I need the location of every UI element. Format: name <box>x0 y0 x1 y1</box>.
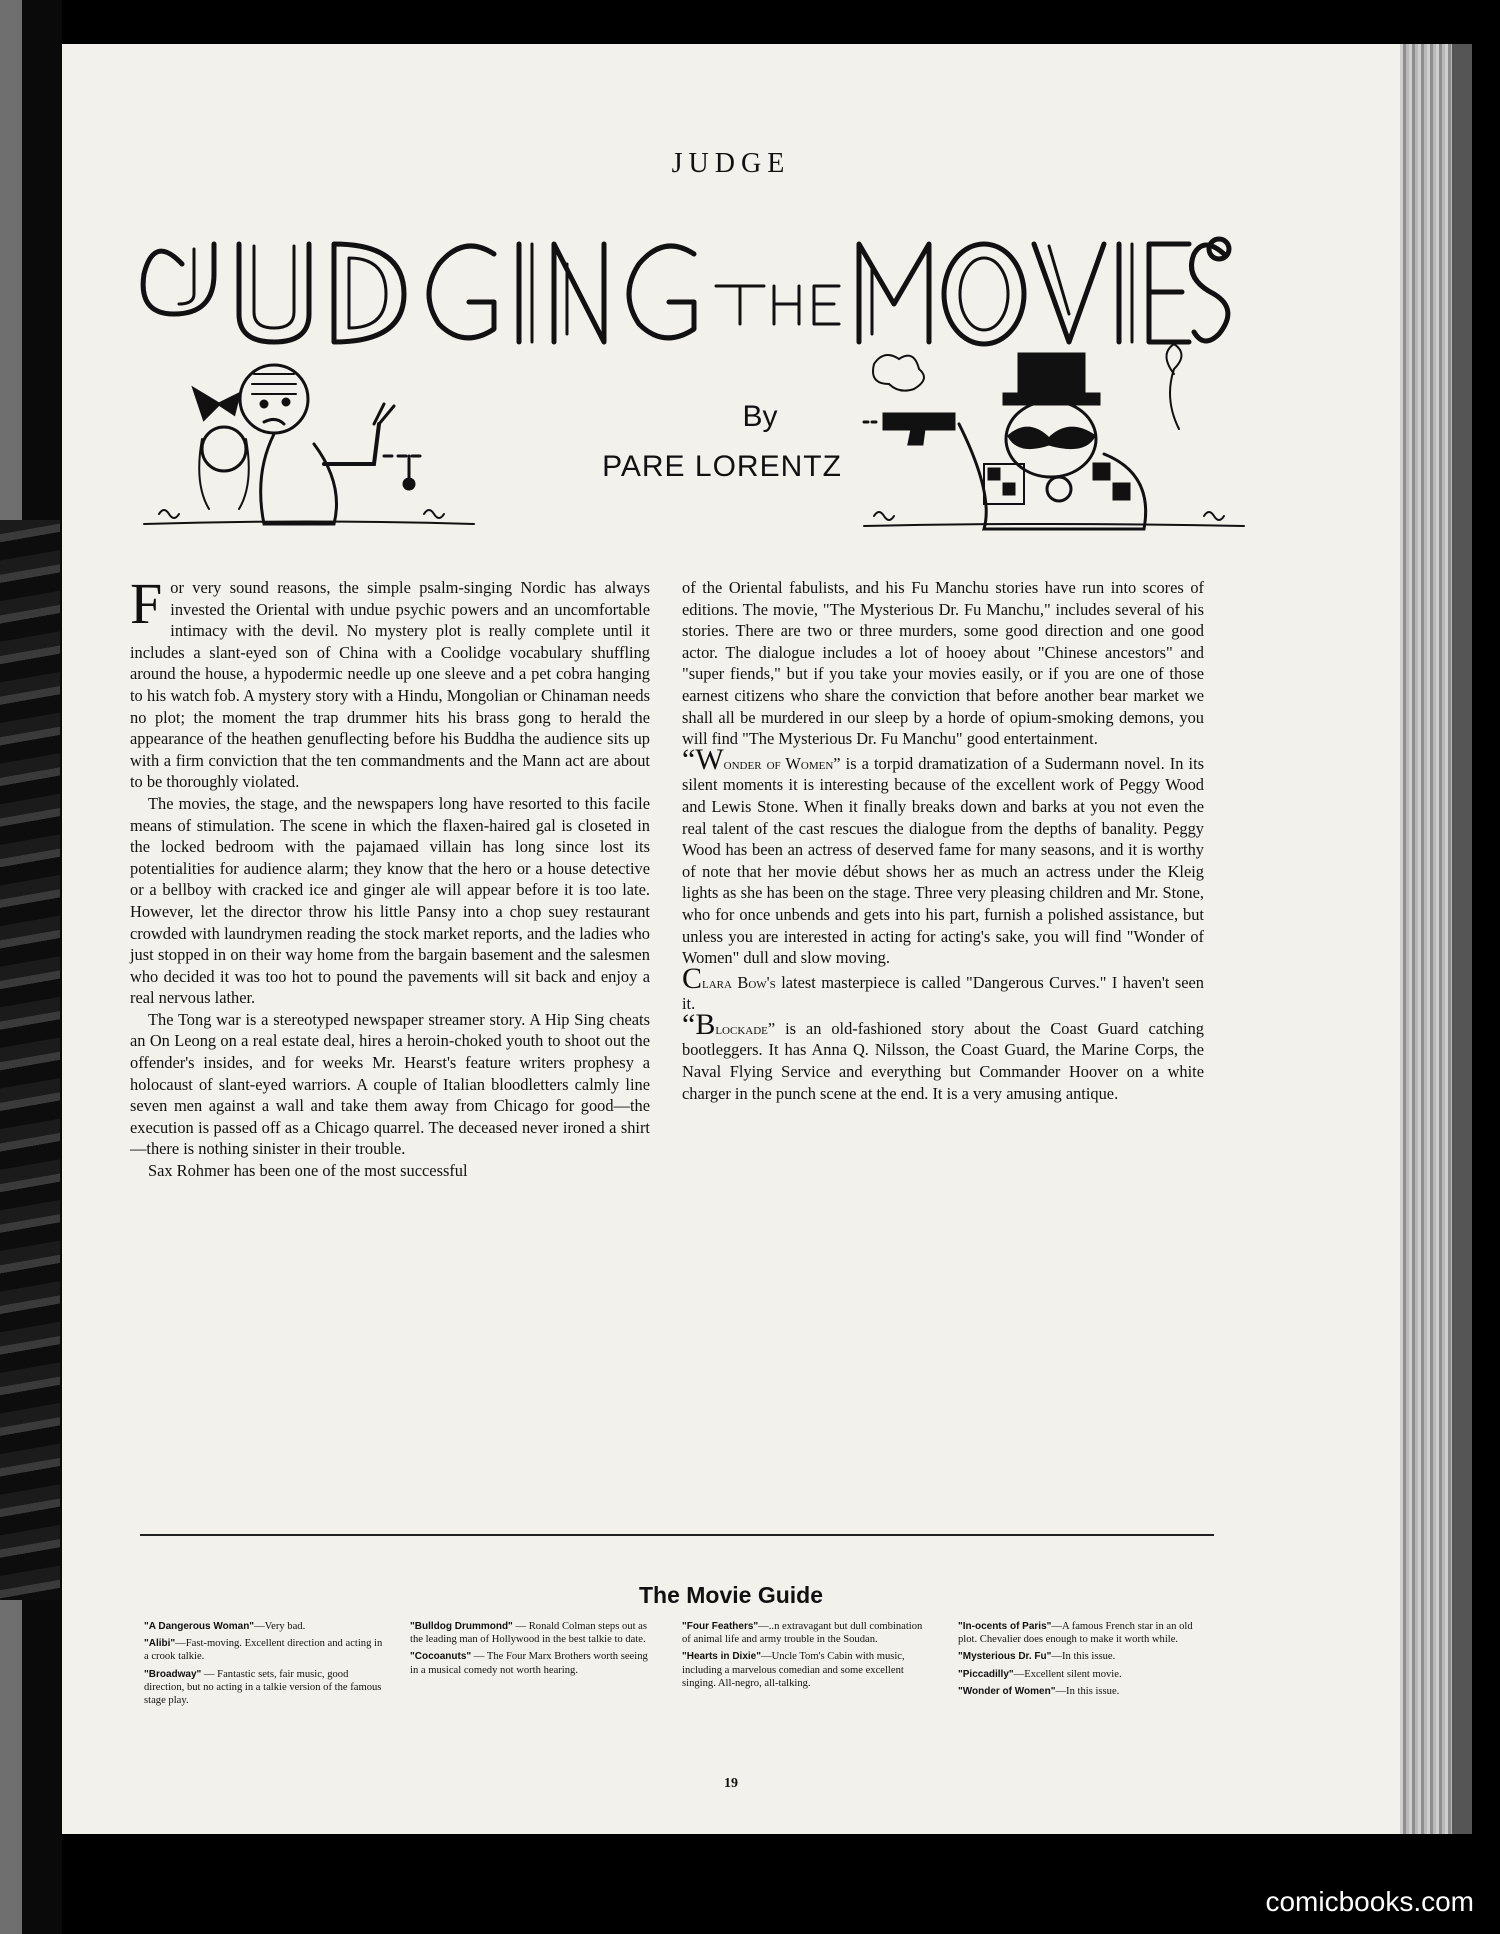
drop-cap: F <box>130 571 163 636</box>
guide-entry: "Bulldog Drummond" — Ronald Colman steps out as the leading man of Hollywood in the best talkie to date. <box>410 1621 647 1646</box>
guide-entry: "Cocoanuts" — The Four Marx Brothers worth seeing in a musical comedy not worth hearing. <box>410 1651 648 1676</box>
section-divider <box>140 1534 1214 1536</box>
guide-entry: "Alibi"—Fast-moving. Excellent direction and acting in a crook talkie. <box>144 1638 383 1663</box>
fu-manchu-paragraph: of the Oriental fabulists, and his Fu Manchu stories have run into scores of editions. The movie, "The Mysterious Dr. Fu Manchu," includes several of his stories. There are two or three murders, some good direction and one good actor. The dialogue includes a lot of hooey about "Chinese ancestors" and "super fiends," but if you take your movies easily, or if you are one of those earnest citizens who share the conviction that before another bear market we shall all be murdered in our sleep by a horde of opium-smoking demons, you will find "The Mysterious Dr. Fu Manchu" good entertainment. <box>682 578 1204 749</box>
article-right-column <box>682 577 1204 1104</box>
blockade-paragraph: “Blockade” is an old-fashioned story about the Coast Guard catching bootleggers. It has Anna Q. Nilsson, the Coast Guard, the Marine Corps, the Naval Flying Service and everything but Commander Hoover on a white charger in the punch scene at the end. It is a very amusing antique. <box>682 1007 1204 1103</box>
paragraph-2: The movies, the stage, and the newspapers long have resorted to this facile means of stimulation. The scene in which the flaxen-haired gal is closeted in the locked bedroom with the pajamaed villain has long since lost its potentialities for audience alarm; they know that the hero or a house detective or a bellboy with cracked ice and ginger ale will appear before it is too late. However, let the director throw his little Pansy into a chop suey restaurant crowded with laundrymen reading the stock market reports, and the ladies who just stopped in on their way home from the bargain basement and the salesmen who decided it was too hot to pound the pavements will sit back and enjoy a real nervous lather. <box>130 793 650 1008</box>
guide-entry: "Broadway" — Fantastic sets, fair music, good direction, but no acting in a talkie version of the famous stage play. <box>144 1668 382 1707</box>
magazine-header: JUDGE <box>671 148 791 179</box>
article-left-column <box>130 571 650 1182</box>
guide-entry: "In-ocents of Paris"—A famous French star in an old plot. Chevalier does enough to make it worth while. <box>958 1621 1193 1646</box>
adjacent-page-photo <box>0 520 60 1600</box>
movie-guide-title: The Movie Guide <box>638 1582 824 1608</box>
guide-entry: "Four Feathers"—..n extravagant but dull combination of animal life and army trouble in the Soudan. <box>682 1621 923 1646</box>
guide-entry: "Hearts in Dixie"—Uncle Tom's Cabin with music, including a marvelous comedian and some excellent singing. All-negro, all-talking. <box>682 1651 905 1689</box>
guide-column-1 <box>144 1620 384 1711</box>
guide-entry: "Wonder of Women"—In this issue. <box>958 1685 1120 1697</box>
paragraph-1: For very sound reasons, the simple psalm-singing Nordic has always invested the Oriental with undue psychic powers and an uncomfortable intimacy with the devil. No mystery plot is really complete until it includes a slant-eyed son of China with a Coolidge vocabulary shuffling around the house, a hypodermic needle up one sleeve and a pet cobra hanging to his watch fob. A mystery story with a Hindu, Mongolian or Chinaman needs no plot; the moment the trap drummer hits his brass gong to herald the appearance of the heathen genuflecting before his Buddha the audience sits up with a firm conviction that the ten commandments and the Mann act are about to be thoroughly violated. <box>130 571 650 792</box>
byline-by: By <box>742 400 778 433</box>
couple-illustration <box>124 344 494 544</box>
byline-author: PARE LORENTZ <box>602 450 842 483</box>
paragraph-4: Sax Rohmer has been one of the most successful <box>148 1161 468 1181</box>
clara-bow-paragraph: Clara Bow's latest masterpiece is called "Dangerous Curves." I haven't seen it. <box>682 961 1205 1014</box>
villain-illustration <box>844 344 1274 544</box>
page-stack-edge <box>1400 44 1452 1834</box>
page-number: 19 <box>724 1776 738 1791</box>
guide-column-3 <box>682 1620 932 1694</box>
magazine-page <box>62 44 1400 1834</box>
site-watermark: comicbooks.com <box>1265 1886 1474 1917</box>
page-stack-shadow <box>1452 44 1472 1834</box>
guide-entry: "Piccadilly"—Excellent silent movie. <box>958 1668 1122 1680</box>
adjacent-page-strip <box>0 0 62 1934</box>
paragraph-3: The Tong war is a stereotyped newspaper streamer story. A Hip Sing cheats an On Leong on a real estate deal, hires a heroin-choked youth to shoot out the offender's insides, and for weeks Mr. Hearst's feature writers prophesy a holocaust of slant-eyed warriors. A couple of Italian bloodletters calmly line seven men against a wall and take them away from Chicago for good—the execution is passed off as a Chicago quarrel. The deceased never ironed a shirt—there is nothing sinister in their trouble. <box>130 1009 650 1159</box>
wonder-of-women-paragraph: “Wonder of Women” is a torpid dramatization of a Sudermann novel. In its silent moments it is interesting because of the excellent work of Peggy Wood and Lewis Stone. When it finally breaks down and barks at you not even the real talent of the cast rescues the dialogue from the depths of banality. Peggy Wood has been an actress of deserved fame for many seasons, and it is worthy of note that her movie début shows her as much an actress under the Kleig lights as she has been on the stage. Three very pleasing children and Mr. Stone, who for once unbends and gets into his part, furnish a polished assistance, but unless you are interested in acting for acting's sake, you will find "Wonder of Women" dull and slow moving. <box>682 742 1204 968</box>
guide-column-2 <box>410 1620 650 1681</box>
guide-column-4 <box>958 1620 1210 1702</box>
guide-entry: "A Dangerous Woman"—Very bad. <box>144 1621 306 1632</box>
guide-entry: "Mysterious Dr. Fu"—In this issue. <box>958 1651 1116 1663</box>
